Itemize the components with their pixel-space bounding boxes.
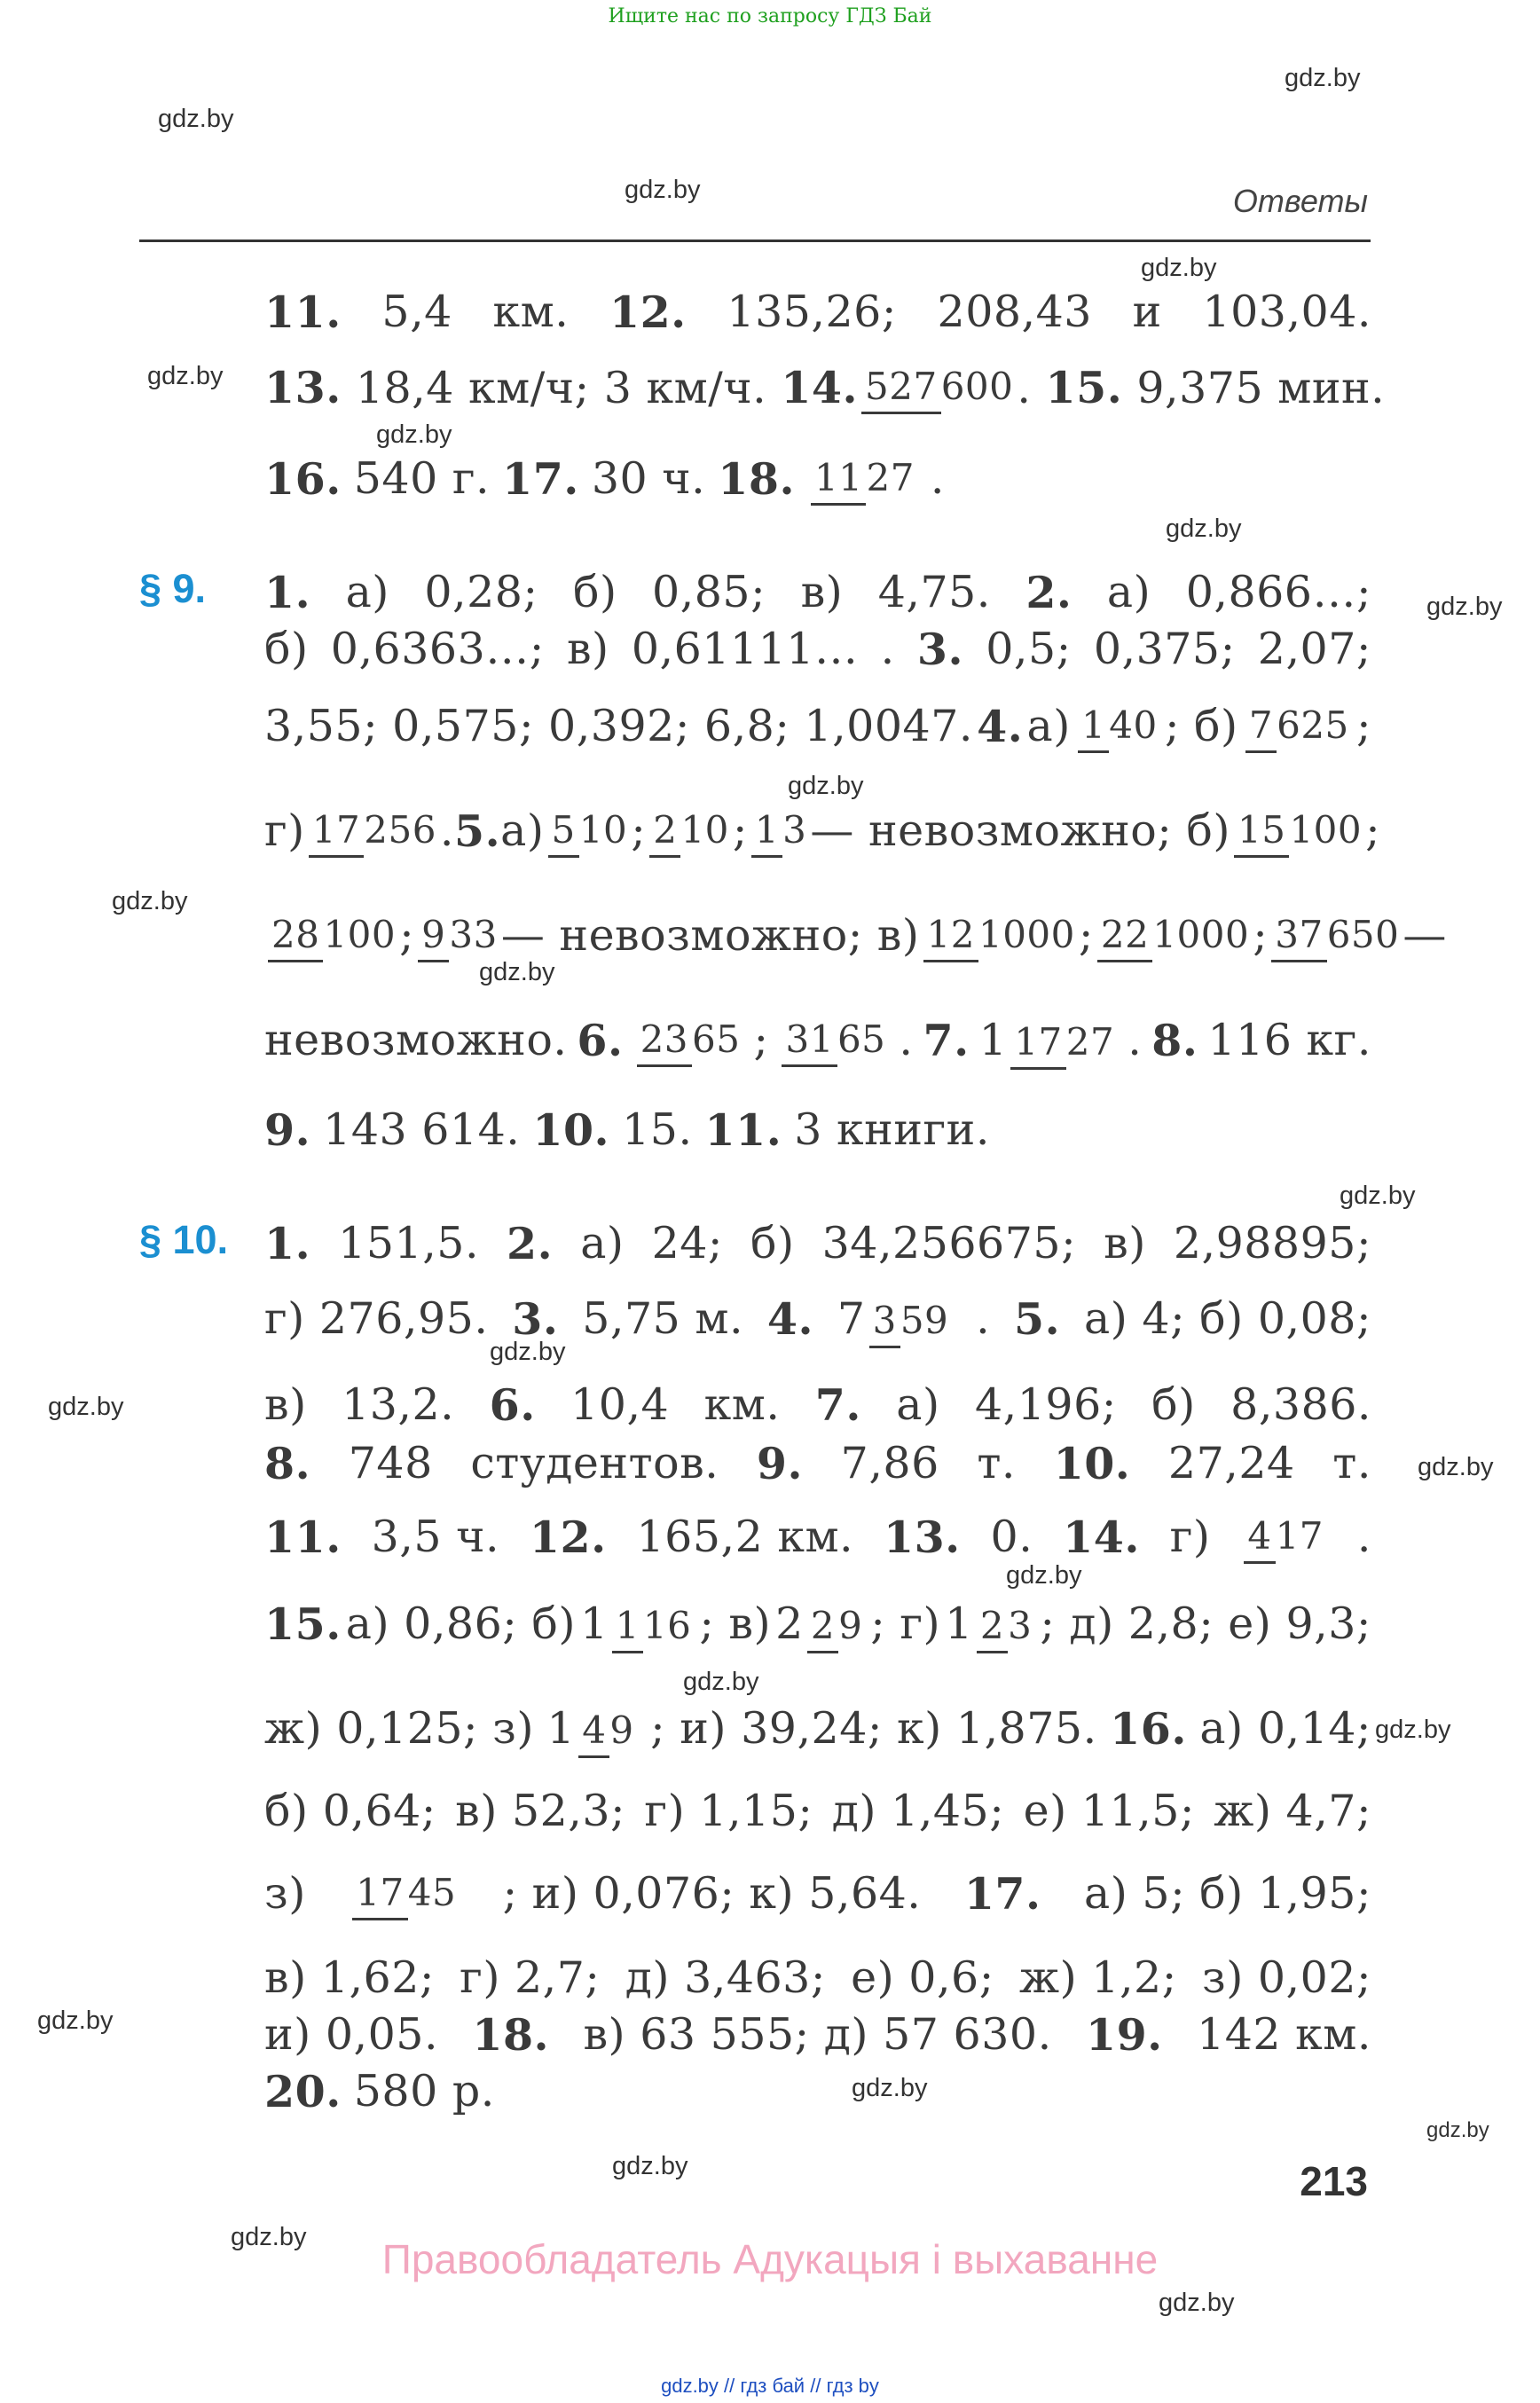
- watermark: gdz.by: [147, 362, 224, 390]
- watermark: gdz.by: [48, 1393, 124, 1421]
- mixed-number: 7 359: [837, 1291, 952, 1348]
- fraction: 1127: [811, 453, 915, 506]
- watermark: gdz.by: [37, 2006, 114, 2035]
- answer-line: 3,55; 0,575; 0,392; 6,8; 1,0047. 4. а) 140 ; б) 7625 ;: [264, 701, 1371, 752]
- answer-line: в) 1,62; г) 2,7; д) 3,463; е) 0,6; ж) 1,2; з) 0,02;: [264, 1952, 1371, 2003]
- watermark: gdz.by: [1166, 514, 1242, 543]
- watermark: gdz.by: [231, 2223, 307, 2251]
- watermark: gdz.by: [1159, 2289, 1235, 2317]
- watermark: gdz.by: [1426, 2118, 1489, 2142]
- fraction: 37650: [1271, 910, 1399, 962]
- mixed-number: 1 116: [580, 1596, 695, 1653]
- fraction: 1745: [352, 1868, 456, 1920]
- answer-line: 9. 143 614. 10. 15. 11. 3 книги.: [264, 1104, 990, 1156]
- mixed-number: 1 1727: [979, 1012, 1119, 1070]
- fraction: 7625: [1245, 701, 1349, 753]
- watermark: gdz.by: [683, 1668, 759, 1696]
- watermark: gdz.by: [1285, 64, 1361, 92]
- answer-line: 1. 151,5. 2. а) 24; б) 34,256675; в) 2,98895;: [264, 1218, 1371, 1269]
- watermark: gdz.by: [1340, 1182, 1416, 1210]
- answer-line: и) 0,05. 18. в) 63 555; д) 57 630. 19. 142 км.: [264, 2009, 1371, 2061]
- page-number: 213: [1300, 2158, 1368, 2204]
- answer-line: 28100 ; 933 — невозможно; в) 121000 ; 221000 ; 37650 —: [264, 896, 1371, 976]
- footer-link[interactable]: gdz.by: [661, 2375, 719, 2397]
- fraction: 13: [751, 805, 806, 858]
- watermark: gdz.by: [490, 1338, 566, 1366]
- answer-line: 8. 748 студентов. 9. 7,86 т. 10. 27,24 т.: [264, 1438, 1371, 1489]
- watermark: gdz.by: [1418, 1453, 1494, 1481]
- fraction: 210: [649, 805, 729, 858]
- answer-line: 15. а) 0,86; б) 1 116 ; в) 2 29 ; г) 1 23 ; д) 2,8; е) 9,3;: [264, 1584, 1371, 1664]
- section-label-9: § 9.: [139, 566, 207, 611]
- footer-links: gdz.by // гдз бай // гдз by: [661, 2375, 879, 2397]
- watermark: gdz.by: [376, 420, 452, 449]
- copyright-notice: Правообладатель Адукацыя і выхаванне: [381, 2236, 1159, 2282]
- fraction: 140: [1078, 701, 1158, 753]
- watermark: gdz.by: [852, 2074, 928, 2102]
- section-label-10: § 10.: [139, 1217, 229, 1262]
- watermark: gdz.by: [625, 176, 701, 204]
- watermark: gdz.by: [1426, 593, 1503, 621]
- answer-line: б) 0,6363…; в) 0,61111… . 3. 0,5; 0,375; 2,07;: [264, 624, 1371, 675]
- fraction: 417: [1244, 1512, 1324, 1564]
- answer-line: 16. 540 г. 17. 30 ч. 18. 1127 .: [264, 453, 945, 505]
- fraction: 3165: [782, 1015, 885, 1067]
- watermark: gdz.by: [612, 2152, 688, 2180]
- fraction: 510: [548, 805, 628, 858]
- answer-line: 11. 5,4 км. 12. 135,26; 208,43 и 103,04.: [264, 287, 1371, 338]
- fraction: 15100: [1234, 805, 1362, 858]
- fraction: 28100: [268, 910, 396, 962]
- watermark: gdz.by: [1141, 254, 1217, 282]
- answer-line: з) 1745 ; и) 0,076; к) 5,64. 17. а) 5; б) 1,95;: [264, 1868, 1371, 1920]
- answer-line: невозможно. 6. 2365 ; 3165 . 7. 1 1727 . 8. 116 кг.: [264, 1001, 1371, 1080]
- answer-line: 11. 3,5 ч. 12. 165,2 км. 13. 0. 14. г) 417 .: [264, 1512, 1371, 1563]
- fraction: 2365: [637, 1015, 741, 1067]
- running-head: Ответы: [1232, 183, 1368, 219]
- watermark: gdz.by: [158, 105, 234, 133]
- fraction: 17256: [309, 805, 436, 858]
- footer-link[interactable]: гдз бай: [740, 2375, 805, 2397]
- footer-link[interactable]: гдз by: [826, 2375, 879, 2397]
- top-banner: Ищите нас по запросу ГДЗ Бай: [608, 5, 932, 27]
- fraction: 933: [418, 910, 498, 962]
- answer-line: г) 17256 . 5. а) 510 ; 210 ; 13 — невозможно; б) 15100 ;: [264, 805, 1381, 857]
- answer-line: г) 276,95. 3. 5,75 м. 4. 7 359 . 5. а) 4; б) 0,08;: [264, 1279, 1371, 1359]
- mixed-number: 1 23: [945, 1596, 1035, 1653]
- watermark: gdz.by: [112, 887, 188, 915]
- fraction: 527600: [861, 362, 1013, 414]
- fraction: 221000: [1097, 910, 1249, 962]
- answer-line: 20. 580 р.: [264, 2066, 495, 2117]
- mixed-number: 1 49: [547, 1700, 638, 1758]
- watermark: gdz.by: [1006, 1561, 1082, 1590]
- answer-line: в) 13,2. 6. 10,4 км. 7. а) 4,196; б) 8,386.: [264, 1379, 1371, 1431]
- answer-line: ж) 0,125; з) 1 49 ; и) 39,24; к) 1,875. 16. а) 0,14;: [264, 1689, 1371, 1769]
- answer-line: б) 0,64; в) 52,3; г) 1,15; д) 1,45; е) 11,5; ж) 4,7;: [264, 1786, 1371, 1836]
- watermark: gdz.by: [788, 772, 864, 800]
- answer-line: 13. 18,4 км/ч; 3 км/ч. 14. 527600 . 15. 9,375 мин.: [264, 361, 1386, 413]
- header-rule: [139, 240, 1371, 242]
- fraction: 121000: [923, 910, 1075, 962]
- answer-line: 1. а) 0,28; б) 0,85; в) 4,75. 2. а) 0,866…;: [264, 567, 1371, 618]
- mixed-number: 2 29: [775, 1596, 866, 1653]
- watermark: gdz.by: [479, 958, 555, 986]
- watermark: gdz.by: [1375, 1716, 1451, 1744]
